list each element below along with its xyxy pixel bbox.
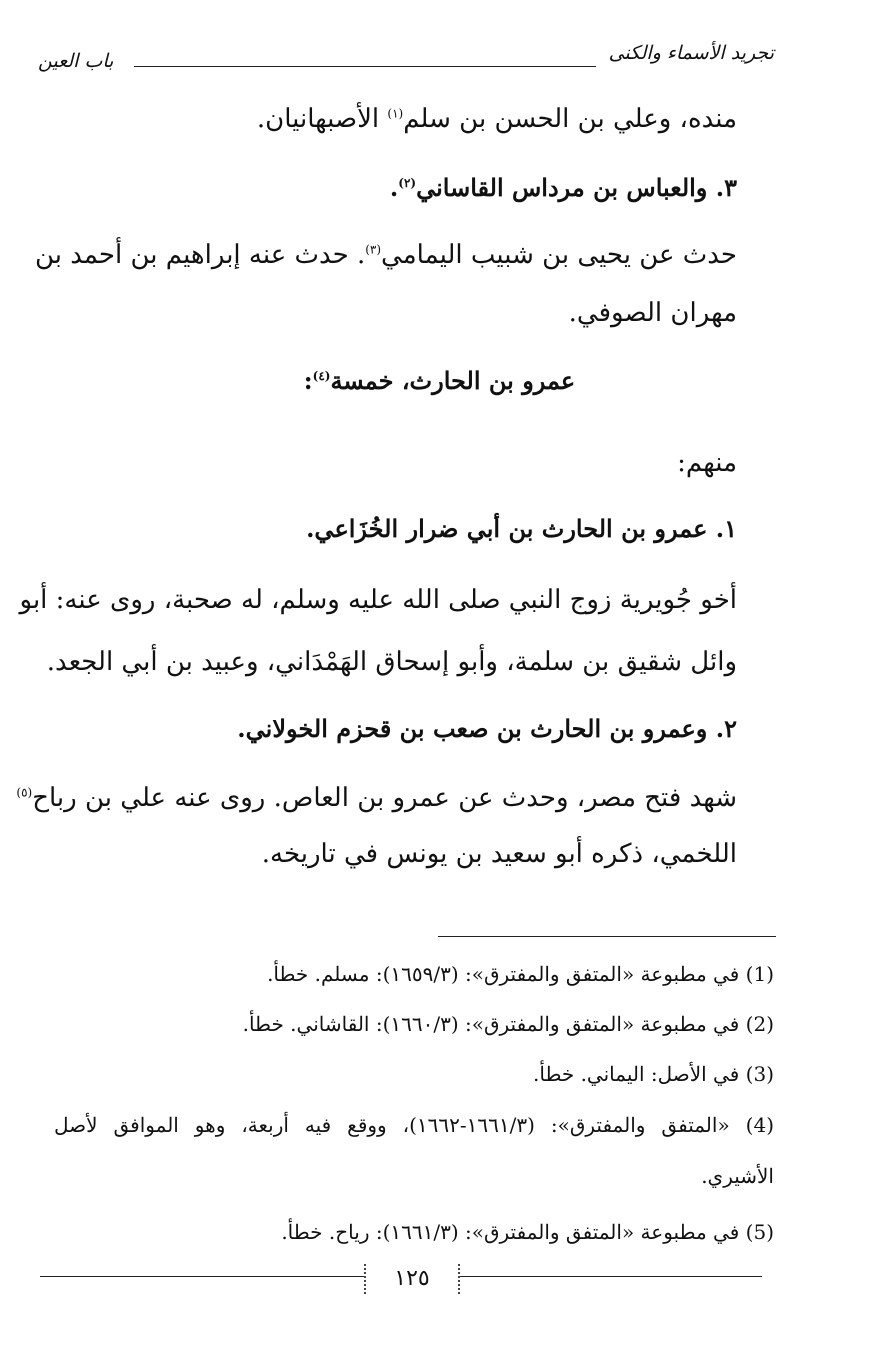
footnote-4: (4) «المتفق والمفترق»: (١٦٦١/٣-١٦٦٢)، ووقع فيه أربعة، وهو الموافق لأصل	[54, 1113, 774, 1137]
footnote-separator	[438, 936, 776, 937]
body-text: الأصبهانيان.	[256, 104, 388, 134]
footnote-ref[interactable]: (٣)	[365, 242, 382, 257]
book-title: تجريد الأسماء والكنى	[608, 42, 774, 64]
running-header	[38, 42, 774, 82]
entry-title: ٣. والعباس بن مرداس القاساني	[416, 173, 737, 202]
page-number: ١٢٥	[364, 1264, 460, 1294]
footnote-5: (5) في مطبوعة «المتفق والمفترق»: (١٦٦١/٣): رياح. خطأ.	[281, 1220, 774, 1244]
body-text: شهد فتح مصر، وحدث عن عمرو بن العاص. روى عنه علي بن رباح	[32, 783, 737, 813]
body-line-7: أخو جُويرية زوج النبي صلى الله عليه وسلم، له صحبة، روى عنه: أبو	[19, 585, 737, 615]
body-line-1	[257, 104, 737, 134]
footnote-4-continued: الأشيري.	[701, 1164, 774, 1188]
entry-heading-1: ١. عمرو بن الحارث بن أبي ضرار الخُزَاعي.	[306, 514, 737, 543]
chapter-title: باب العين	[38, 50, 114, 72]
footnote-3: (3) في الأصل: اليماني. خطأ.	[533, 1062, 774, 1086]
body-text: :	[303, 366, 313, 395]
footnote-1: (1) في مطبوعة «المتفق والمفترق»: (١٦٥٩/٣): مسلم. خطأ.	[267, 962, 774, 986]
body-line-11: اللخمي، ذكره أبو سعيد بن يونس في تاريخه.	[261, 839, 737, 869]
footnote-ref[interactable]: (١)	[387, 106, 404, 121]
header-rule	[134, 66, 596, 67]
entry-heading-2: ٢. وعمرو بن الحارث بن صعب بن قحزم الخولاني.	[237, 714, 737, 743]
footnote-ref[interactable]: (٤)	[312, 369, 331, 383]
body-line-4: مهران الصوفي.	[568, 298, 737, 328]
body-text: . حدث عنه إبراهيم بن أحمد بن	[34, 240, 366, 270]
body-line-8: وائل شقيق بن سلمة، وأبو إسحاق الهَمْدَاني، وعبيد بن أبي الجعد.	[46, 647, 737, 677]
body-line-10	[16, 783, 737, 813]
section-heading	[0, 366, 879, 395]
body-line-5: منهم:	[677, 448, 737, 478]
body-text: منده، وعلي بن الحسن بن سلم	[403, 104, 737, 134]
section-title: عمرو بن الحارث، خمسة	[330, 366, 576, 395]
entry-heading-3	[390, 173, 737, 202]
footnote-ref[interactable]: (٥)	[16, 785, 33, 800]
body-line-3	[34, 240, 737, 270]
body-text: حدث عن يحيى بن شبيب اليمامي	[381, 240, 737, 270]
footnote-2: (2) في مطبوعة «المتفق والمفترق»: (١٦٦٠/٣): القاشاني. خطأ.	[242, 1012, 774, 1036]
footnote-ref[interactable]: (٢)	[398, 176, 417, 190]
body-text: .	[389, 173, 399, 202]
